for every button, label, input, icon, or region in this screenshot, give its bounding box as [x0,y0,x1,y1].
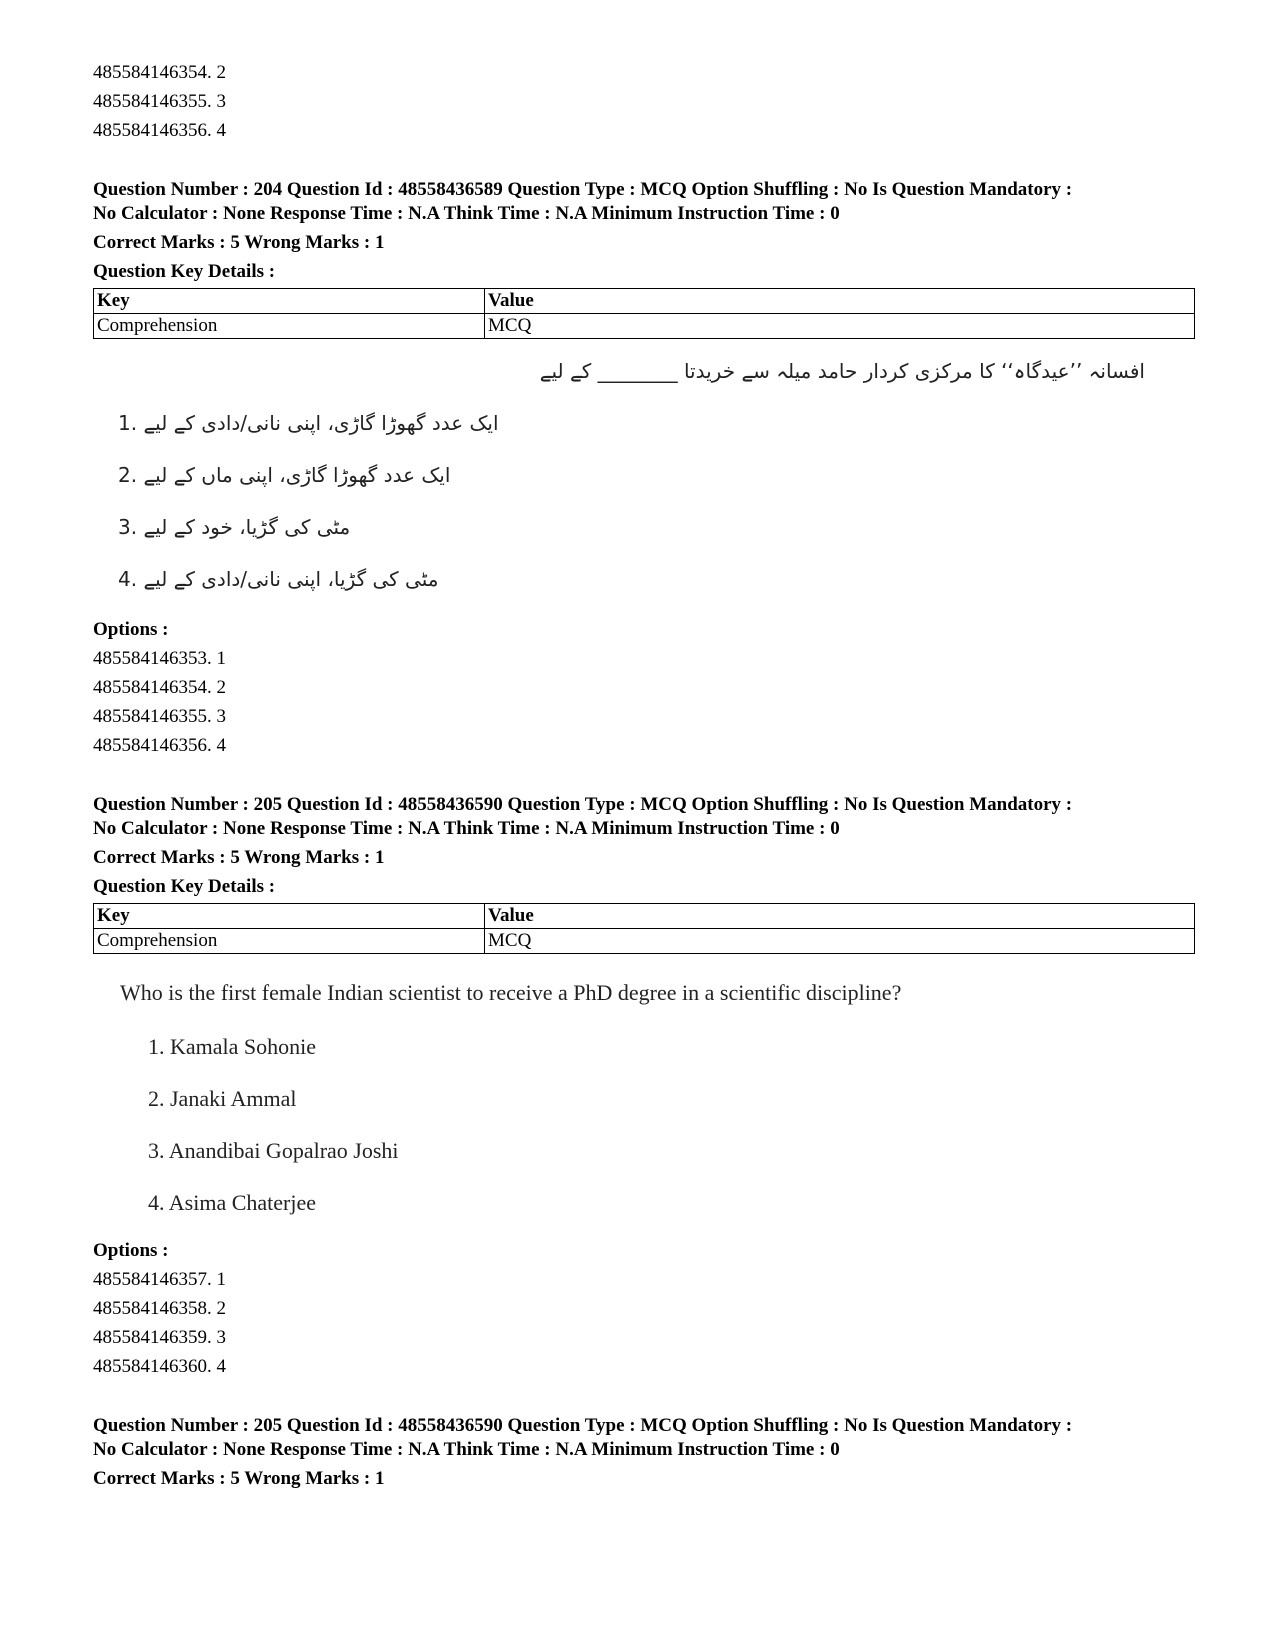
option-id: 485584146354. 2 [93,677,226,698]
key-details-label: Question Key Details : [93,876,276,897]
marks-line: Correct Marks : 5 Wrong Marks : 1 [93,1468,385,1489]
question-stem: افسانہ ’’عیدگاہ‘‘ کا مرکزی کردار حامد میلہ سے خریدتا ________ کے لیے [539,359,1145,383]
option-id: 485584146359. 3 [93,1327,226,1348]
answer-choice: ایک عدد گھوڑا گاڑی، اپنی ماں کے لیے .2 [118,463,451,487]
marks-line: Correct Marks : 5 Wrong Marks : 1 [93,847,385,868]
question-204 [93,178,1195,760]
key-details-label: Question Key Details : [93,261,276,282]
table-cell-value: MCQ [485,929,1195,954]
question-header-cont: No Calculator : None Response Time : N.A Think Time : N.A Minimum Instruction Time : 0 [93,818,840,839]
question-header: Question Number : 204 Question Id : 48558436589 Question Type : MCQ Option Shuffling : No Is Question Mandatory : [93,179,1073,200]
table-header-key: Key [94,904,485,929]
option-id: 485584146354. 2 [93,62,226,83]
table-header-value: Value [485,289,1195,314]
option-id: 485584146355. 3 [93,91,226,112]
question-205 [93,793,1195,1381]
answer-choice: مٹی کی گڑیا، اپنی نانی/دادی کے لیے .4 [118,567,439,591]
option-id: 485584146356. 4 [93,735,226,756]
table-cell-key: Comprehension [94,314,485,339]
question-header: Question Number : 205 Question Id : 48558436590 Question Type : MCQ Option Shuffling : No Is Question Mandatory : [93,794,1073,815]
key-details-table [93,288,1195,339]
question-header-cont: No Calculator : None Response Time : N.A Think Time : N.A Minimum Instruction Time : 0 [93,203,840,224]
key-details-table [93,903,1195,954]
prev-options-list [93,58,1195,145]
option-id: 485584146356. 4 [93,120,226,141]
table-header-key: Key [94,289,485,314]
option-id: 485584146355. 3 [93,706,226,727]
options-label: Options : [93,619,169,640]
table-cell-value: MCQ [485,314,1195,339]
question-205-repeat [93,1414,1195,1493]
table-cell-key: Comprehension [94,929,485,954]
option-id: 485584146353. 1 [93,648,226,669]
option-id: 485584146360. 4 [93,1356,226,1377]
answer-choice: مٹی کی گڑیا، خود کے لیے .3 [118,515,351,539]
answer-choice: 2. Janaki Ammal [148,1086,297,1111]
question-header: Question Number : 205 Question Id : 48558436590 Question Type : MCQ Option Shuffling : No Is Question Mandatory : [93,1415,1073,1436]
option-id: 485584146358. 2 [93,1298,226,1319]
marks-line: Correct Marks : 5 Wrong Marks : 1 [93,232,385,253]
answer-choice: 4. Asima Chaterjee [148,1190,317,1215]
answer-choice: 1. Kamala Sohonie [148,1034,317,1059]
answer-choice: ایک عدد گھوڑا گاڑی، اپنی نانی/دادی کے لیے .1 [118,411,499,435]
question-header-cont: No Calculator : None Response Time : N.A Think Time : N.A Minimum Instruction Time : 0 [93,1439,840,1460]
document-page [93,58,1195,1493]
option-id: 485584146357. 1 [93,1269,226,1290]
question-stem: Who is the first female Indian scientist to receive a PhD degree in a scientific discipline? [120,980,902,1005]
question-content-image [93,960,1195,1236]
answer-choice: 3. Anandibai Gopalrao Joshi [148,1138,399,1163]
table-header-value: Value [485,904,1195,929]
options-label: Options : [93,1240,169,1261]
question-content-image [93,345,1195,615]
